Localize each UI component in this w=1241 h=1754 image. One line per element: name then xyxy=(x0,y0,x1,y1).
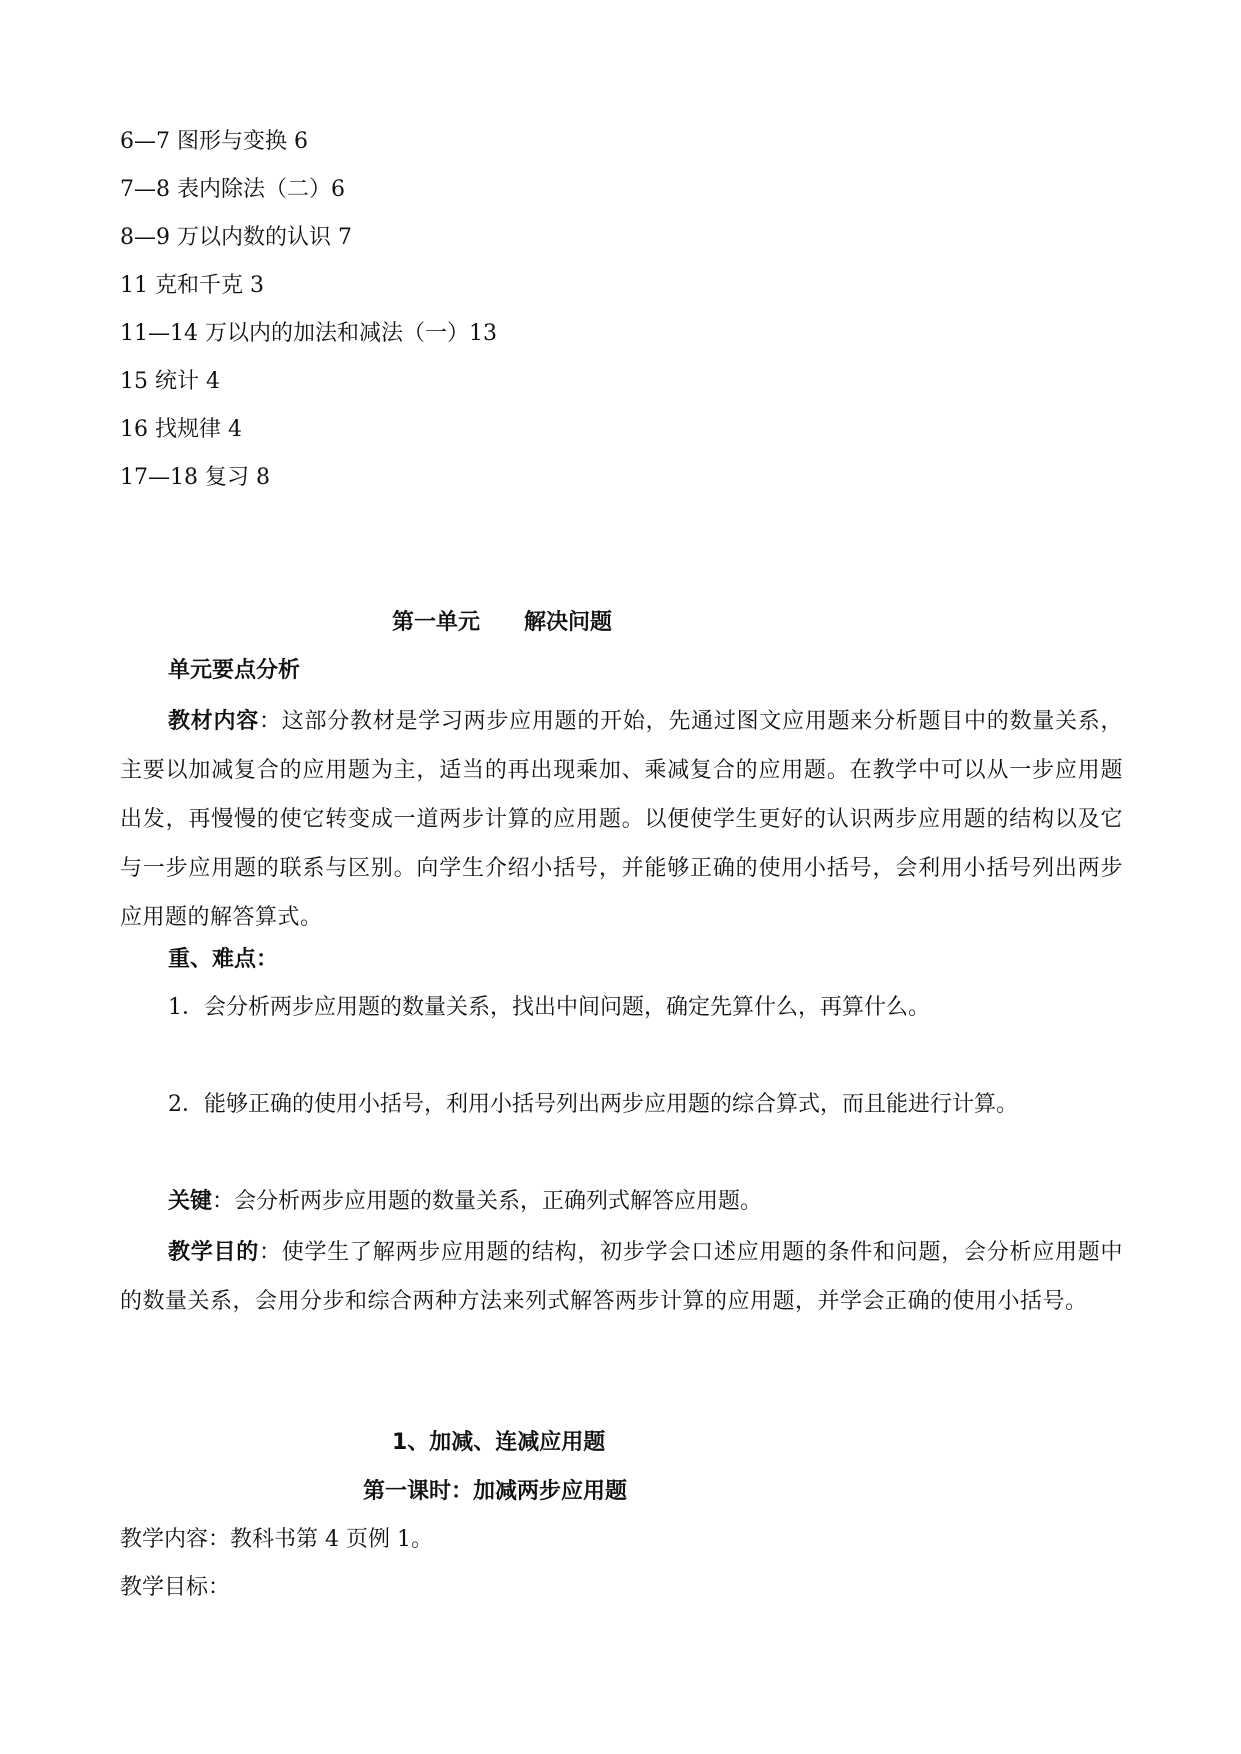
goal-paragraph xyxy=(120,1228,1123,1326)
key-line xyxy=(168,1187,762,1217)
content-label: 教材内容 xyxy=(168,709,259,734)
schedule-item: 16 找规律 4 xyxy=(120,417,242,442)
key-text: ：会分析两步应用题的数量关系，正确列式解答应用题。 xyxy=(212,1189,763,1214)
lesson-goal-line: 教学目标： xyxy=(120,1575,231,1600)
content-paragraph xyxy=(120,697,1123,942)
key-label: 关键 xyxy=(168,1189,213,1214)
schedule-item: 8—9 万以内数的认识 7 xyxy=(120,225,352,250)
analysis-heading: 单元要点分析 xyxy=(168,658,301,683)
schedule-item: 7—8 表内除法（二）6 xyxy=(120,177,345,202)
schedule-item: 15 统计 4 xyxy=(120,369,220,394)
goal-label: 教学目的 xyxy=(168,1240,259,1265)
key-points-label: 重、难点： xyxy=(168,947,279,972)
section-title: 1、加减、连减应用题 xyxy=(392,1430,606,1455)
unit-title: 第一单元 解决问题 xyxy=(392,610,613,635)
goal-text: ：使学生了解两步应用题的结构，初步学会口述应用题的条件和问题，会分析应用题中的数量关系，会用分步和综合两种方法来列式解答两步计算的应用题，并学会正确的使用小括号。 xyxy=(120,1240,1123,1314)
schedule-item: 17—18 复习 8 xyxy=(120,465,270,490)
key-point-1: 1．会分析两步应用题的数量关系，找出中间问题，确定先算什么，再算什么。 xyxy=(168,995,930,1020)
lesson-content-line: 教学内容：教科书第 4 页例 1。 xyxy=(120,1527,433,1552)
schedule-item: 6—7 图形与变换 6 xyxy=(120,129,308,154)
schedule-item: 11 克和千克 3 xyxy=(120,273,264,298)
lesson-title: 第一课时：加减两步应用题 xyxy=(363,1479,628,1504)
content-text: ：这部分教材是学习两步应用题的开始，先通过图文应用题来分析题目中的数量关系，主要以加减复合的应用题为主，适当的再出现乘加、乘减复合的应用题。在教学中可以从一步应用题出发，再慢慢的使它转变成一道两步计算的应用题。以便使学生更好的认识两步应用题的结构以及它与一步应用题的联系与区别。向学生介绍小括号，并能够正确的使用小括号，会利用小括号列出两步应用题的解答算式。 xyxy=(120,709,1123,930)
key-point-2: 2．能够正确的使用小括号，利用小括号列出两步应用题的综合算式，而且能进行计算。 xyxy=(168,1092,1018,1117)
schedule-item: 11—14 万以内的加法和减法（一）13 xyxy=(120,321,497,346)
